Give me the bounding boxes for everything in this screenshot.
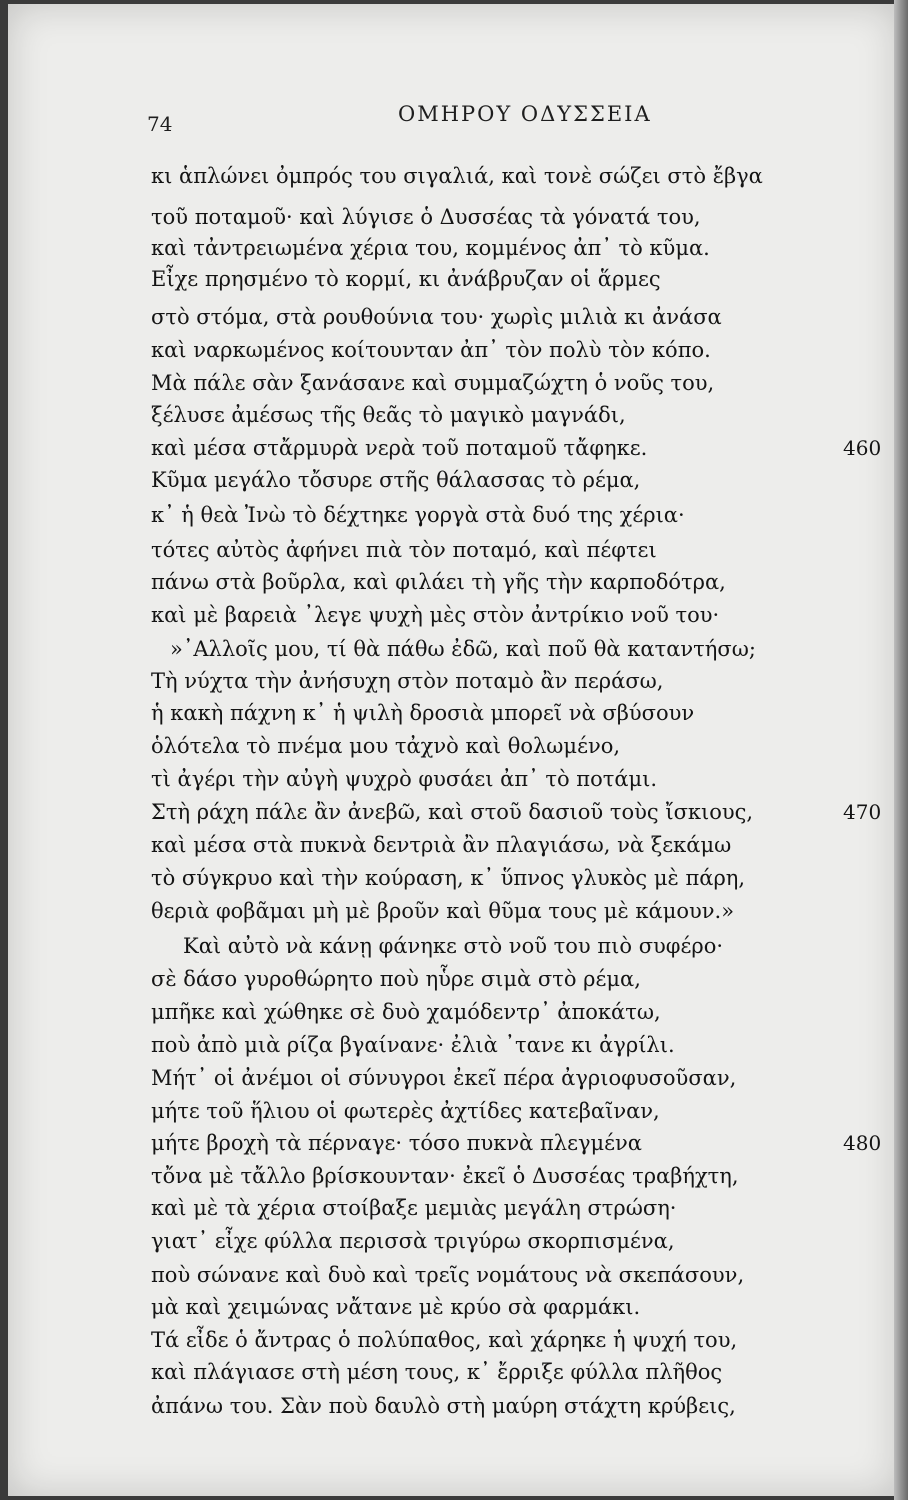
running-title: ΟΜΗΡΟΥ ΟΔΥΣΣΕΙΑ <box>398 102 652 126</box>
verse-line: Στὴ ράχη πάλε ἂν ἀνεβῶ, καὶ στοῦ δασιοῦ τοὺς ἴσκιους, <box>151 800 754 824</box>
verse-line: καὶ τἀντρειωμένα χέρια του, κομμένος ἀπ᾿ τὸ κῦμα. <box>151 236 710 260</box>
verse-line: καὶ ναρκωμένος κοίτουνταν ἀπ᾿ τὸν πολὺ τὸν κόπο. <box>151 338 711 362</box>
verse-line: καὶ μέσα στἄρμυρὰ νερὰ τοῦ ποταμοῦ τἄφηκε. <box>151 436 648 460</box>
verse-line: ποὺ σώνανε καὶ δυὸ καὶ τρεῖς νομάτους νὰ σκεπάσουν, <box>151 1263 745 1287</box>
verse-line: μήτε βροχὴ τὰ πέρναγε· τόσο πυκνὰ πλεγμένα <box>151 1131 642 1155</box>
verse-line: καὶ μέσα στὰ πυκνὰ δεντριὰ ἂν πλαγιάσω, νὰ ξεκάμω <box>151 833 732 857</box>
verse-line: θεριὰ φοβᾶμαι μὴ μὲ βροῦν καὶ θῦμα τους μὲ κάμουν.» <box>151 899 735 923</box>
verse-line: κι ἁπλώνει ὀμπρός του σιγαλιά, καὶ τονὲ σώζει στὸ ἔβγα <box>151 164 763 188</box>
verse-line: στὸ στόμα, στὰ ρουθούνια του· χωρὶς μιλιὰ κι ἀνάσα <box>151 305 722 329</box>
verse-line: Τὴ νύχτα τὴν ἀνήσυχη στὸν ποταμὸ ἂν περάσω, <box>151 669 664 693</box>
verse-line: μὰ καὶ χειμώνας νἄτανε μὲ κρύο σὰ φαρμάκι. <box>151 1295 641 1319</box>
verse-line: μπῆκε καὶ χώθηκε σὲ δυὸ χαμόδεντρ᾿ ἀποκάτω, <box>151 1000 661 1024</box>
line-number-marker: 470 <box>843 800 882 824</box>
verse-line: ὁλότελα τὸ πνέμα μου τἀχνὸ καὶ θολωμένο, <box>151 734 621 758</box>
book-page <box>8 4 898 1496</box>
verse-line: Μὰ πάλε σὰν ξανάσανε καὶ συμμαζώχτη ὁ νοῦς του, <box>151 371 715 395</box>
verse-line: Εἶχε πρησμένο τὸ κορμί, κι ἀνάβρυζαν οἱ ἅρμες <box>151 267 661 291</box>
verse-line: τὸ σύγκρυο καὶ τὴν κούραση, κ᾿ ὕπνος γλυκὸς μὲ πάρη, <box>151 866 746 890</box>
verse-line: καὶ μὲ τὰ χέρια στοίβαξε μεμιὰς μεγάλη στρώση· <box>151 1196 677 1220</box>
verse-line: τὶ ἀγέρι τὴν αὐγὴ ψυχρὸ φυσάει ἀπ᾿ τὸ ποτάμι. <box>151 767 658 791</box>
verse-line: ἀπάνω του. Σὰν ποὺ δαυλὸ στὴ μαύρη στάχτη κρύβεις, <box>151 1394 736 1418</box>
verse-line: γιατ᾿ εἶχε φύλλα περισσὰ τριγύρω σκορπισμένα, <box>151 1229 675 1253</box>
verse-line: τὄνα μὲ τἄλλο βρίσκουνταν· ἐκεῖ ὁ Δυσσέας τραβήχτη, <box>151 1164 739 1188</box>
verse-line: κ᾿ ἡ θεὰ Ἰνὼ τὸ δέχτηκε γοργὰ στὰ δυό της χέρια· <box>151 503 685 527</box>
line-number-marker: 460 <box>843 436 882 460</box>
verse-line: ἡ κακὴ πάχνη κ᾿ ἡ ψιλὴ δροσιὰ μπορεῖ νὰ σβύσουν <box>151 701 695 725</box>
verse-line: καὶ μὲ βαρειὰ ᾿λεγε ψυχὴ μὲς στὸν ἀντρίκιο νοῦ του· <box>151 603 720 627</box>
line-number-marker: 480 <box>843 1131 882 1155</box>
verse-line: τοῦ ποταμοῦ· καὶ λύγισε ὁ Δυσσέας τὰ γόνατά του, <box>151 205 701 229</box>
page-edge <box>894 0 908 1500</box>
verse-line: ξέλυσε ἀμέσως τῆς θεᾶς τὸ μαγικὸ μαγνάδι, <box>151 403 626 427</box>
verse-line: Κῦμα μεγάλο τὄσυρε στῆς θάλασσας τὸ ρέμα, <box>151 468 641 492</box>
verse-line: πάνω στὰ βοῦρλα, καὶ φιλάει τὴ γῆς τὴν καρποδότρα, <box>151 570 726 594</box>
verse-line: μήτε τοῦ ἥλιου οἱ φωτερὲς ἀχτίδες κατεβαῖναν, <box>151 1099 660 1123</box>
verse-line: Τά εἶδε ὁ ἄντρας ὁ πολύπαθος, καὶ χάρηκε ἡ ψυχή του, <box>151 1328 738 1352</box>
verse-line: Μήτ᾿ οἱ ἀνέμοι οἱ σύνυγροι ἐκεῖ πέρα ἀγριοφυσοῦσαν, <box>151 1066 737 1090</box>
verse-line: τότες αὐτὸς ἀφήνει πιὰ τὸν ποταμό, καὶ πέφτει <box>151 538 657 562</box>
verse-line: καὶ πλάγιασε στὴ μέση τους, κ᾿ ἔρριξε φύλλα πλῆθος <box>151 1360 723 1384</box>
verse-line: »᾿Αλλοῖς μου, τί θὰ πάθω ἐδῶ, καὶ ποῦ θὰ καταντήσω; <box>170 637 756 661</box>
verse-line: Καὶ αὐτὸ νὰ κάνῃ φάνηκε στὸ νοῦ του πιὸ συφέρο· <box>183 934 724 958</box>
page-number: 74 <box>147 112 173 136</box>
verse-line: σὲ δάσο γυροθώρητο ποὺ ηὗρε σιμὰ στὸ ρέμα, <box>151 967 641 991</box>
verse-line: ποὺ ἀπὸ μιὰ ρίζα βγαίνανε· ἐλιὰ ᾿τανε κι ἀγρίλι. <box>151 1033 675 1057</box>
